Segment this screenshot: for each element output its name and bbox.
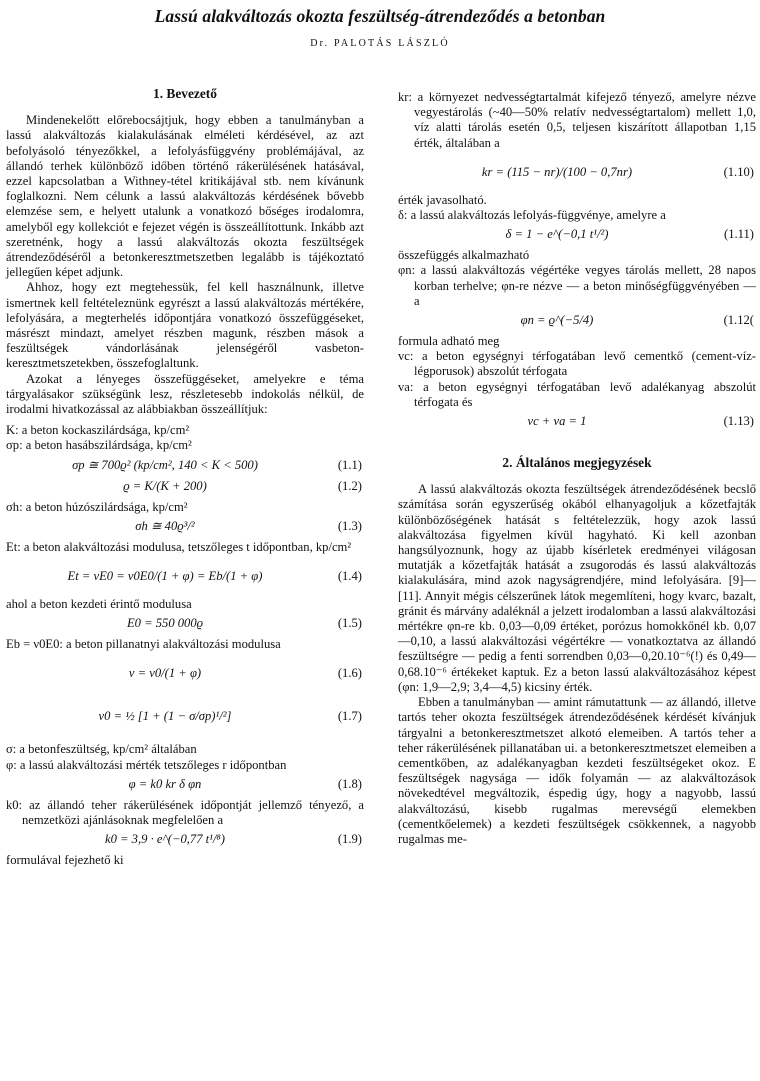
equation-formula: ν = ν0/(1 + φ) (128, 666, 202, 681)
equation-number: (1.2) (337, 478, 362, 493)
definition: va: a beton egységnyi térfogatában levő adalékanyag abszolút térfogata és (398, 379, 756, 409)
definition: összefüggés alkalmazható (398, 248, 530, 263)
paragraph: Ebben a tanulmányban — amint rámutattunk — az állandó, illetve tartós teher okozta feszültségek átrendeződésének kérdését kívánjuk tárgyalni a betonkeresztmetszet alkotó elemeiben. A tartós teher a teher rákerülésének pillanatában ui. a betonkeresztmetszet elemeiben a cementkőben, az adalékanyagban kezdeti feszültségeket okoz. E feszültségek nagysága — idők folyamán — az alakváltozások növekedtével megváltozik, éspedig úgy, hogy a nagyobb, lassú alakváltozású, kisebb rugalmas merevségű elemekben (cementkőelemek) a kezdeti feszültségek csökkennek, a nagyobb rugalmas me- (398, 695, 756, 846)
definition: vc: a beton egységnyi térfogatában levő cementkő (cement-víz-légporusok) abszolút térfogata (398, 349, 756, 379)
equation (6, 616, 364, 633)
definition: δ: a lassú alakváltozás lefolyás-függvénye, amelyre a (398, 208, 666, 223)
definition: Et: a beton alakváltozási modulusa, tetszőleges t időpontban, kp/cm² (6, 539, 352, 554)
equation-number: (1.11) (724, 227, 754, 242)
equation-formula: kr = (115 − nr)/(100 − 0,7nr) (481, 164, 633, 179)
definition: k0: az állandó teher rákerülésének időpontját jellemző tényező, a nemzetközi ajánlásoknak megfelelően a (6, 797, 364, 828)
equation (6, 777, 364, 794)
equation-number: (1.7) (337, 709, 362, 724)
paragraph: Ahhoz, hogy ezt megtehessük, fel kell használnunk, illetve ismertnek kell feltételeznünk egyrészt a lassú alakváltozás mértékére, lefolyására, a megterhelés időpontjára vonatkozó összefüggéseket, másrészt mindazt, amelyet részben magunk, részben mások a feszültségek vándorlásának jelenségéről vasbeton-keresztmetszetekben, összefoglaltunk. (6, 280, 364, 371)
equation (6, 832, 364, 849)
definition: formulával fejezhető ki (6, 853, 124, 868)
equation (6, 694, 364, 738)
definition: kr: a környezet nedvességtartalmát kifejező tényező, amelyre nézve vegyestárolás (~40—50% relatív nedvességtartalom) mellett 1,0, víz alatti tárolás esetén 0,5, teljesen kiszárított állapotban 1,15 érték, általában a (398, 90, 756, 150)
equation-formula: Et = νE0 = ν0E0/(1 + φ) = Eb/(1 + φ) (67, 569, 263, 584)
equation (6, 479, 364, 496)
author-line: Dr. PALOTÁS LÁSZLÓ (310, 38, 450, 49)
definition: σh: a beton húzószilárdsága, kp/cm² (6, 499, 188, 514)
definition: ahol a beton kezdeti érintő modulusa (6, 597, 192, 612)
definition: érték javasolható. (398, 192, 487, 207)
equation-formula: φn = ϱ^(−5/4) (520, 313, 594, 328)
paragraph: Mindenekelőtt előrebocsájtjuk, hogy ebben a tanulmányban a lassú alakváltozás kialakulásának elméleti kérdésével, az azt befolyásoló tényezőkkel, a lefolyásfüggvény problémájával, az állandó terhek különböző időben történő rákerülésének hatásával, ezzel kapcsolatban a Withney-tétel kritikájával stb. nem kívánunk foglalkozni. Nem célunk a lassú alakváltozás kérdésének bővebb elemzése sem, e helyett utalunk a vonatkozó bőséges irodalomra, amelyből egy kollekciót e fejezet végén is összeállítottunk. Inkább azt szeretnénk, hogy a lassú alakváltozás okozta feszültségek átrendeződéséről a betonkeresztmetszetben legalább is tájékoztató jellegűen képet adjunk. (6, 113, 364, 280)
equation-number: (1.12( (723, 313, 754, 328)
equation (398, 227, 756, 244)
equation-formula: ϱ = K/(K + 200) (123, 478, 207, 493)
definition: formula adható meg (398, 334, 500, 349)
equation-number: (1.4) (337, 569, 362, 584)
equation-formula: ν0 = ½ [1 + (1 − σ/σp)¹/²] (98, 709, 232, 724)
paper-title: Lassú alakváltozás okozta feszültség-átrendeződés a betonban (154, 6, 606, 26)
equation-number: (1.10) (723, 164, 754, 179)
equation-formula: φ = k0 kr δ φn (128, 776, 202, 791)
equation-formula: vc + va = 1 (527, 414, 587, 429)
equation-formula: E0 = 550 000ϱ (126, 616, 204, 631)
equation (6, 519, 364, 536)
section-heading-1: 1. Bevezető (153, 86, 217, 101)
section-heading-2: 2. Általános megjegyzések (502, 455, 652, 471)
equation-formula: δ = 1 − e^(−0,1 t¹/²) (505, 227, 609, 242)
right-column (398, 90, 756, 847)
equation-formula: σp ≅ 700ϱ² (kp/cm², 140 < K < 500) (72, 457, 258, 472)
equation-formula: σh ≅ 40ϱ³/² (135, 518, 195, 533)
equation (398, 313, 756, 330)
left-column (6, 82, 364, 869)
definition: K: a beton kockaszilárdsága, kp/cm² (6, 423, 190, 438)
equation-number: (1.13) (723, 414, 754, 429)
equation (6, 458, 364, 475)
definition: φ: a lassú alakváltozási mérték tetszőleges r időpontban (6, 757, 287, 772)
equation-number: (1.9) (337, 832, 362, 847)
paragraph: A lassú alakváltozás okozta feszültségek átrendeződésének becslő számítása során egyszerűség okából elhanyagoljuk a kőzetfajták különbözőségének hatását s feltételezzük, hogy azok lassú alakváltozása figyelmen kívül hagyható. Ki kell azonban hangsúlyoznunk, hogy az újabb kísérletek eredményei világosan mutatják a kőzetfajták hatását a zsugorodás és lassú alakváltozás kialakulására, mind azok nagyságrendjére, mind lefolyására. [9]—[11]. Annyit mégis célszerűnek látok megemlíteni, hogy kvarc, bazalt, gránit és márvány adaléknál a jelzett irodalomban a lassú alakváltozási mértékre φn-re kb. 0,03—0,09 értéket, porózus homokkőnél kb. 0,07—0,10, a lassú alakváltozási végértékre — vonatkoztatva az állandó feszültségre — pedig a fenti sorrendben 0,03—0,20.10⁻⁶(!) és 0,49—0,68.10⁻⁶ értékeket kaptuk. Ez a beton lassú alakváltozásához képest (φn: 1,9—2,9; 3,4—4,5) kicsiny érték. (398, 482, 756, 694)
equation-number: (1.5) (337, 616, 362, 631)
definition: σ: a betonfeszültség, kp/cm² általában (6, 742, 197, 757)
paragraph: Azokat a lényeges összefüggéseket, amelyekre e téma tárgyalásakor szükségünk lesz, részletesebb indokolás nélkül, de irodalmi hivatkozással az alábbiakban összeállítjuk: (6, 371, 364, 417)
equation-number: (1.6) (337, 666, 362, 681)
equation (398, 414, 756, 431)
equation-formula: k0 = 3,9 · e^(−0,77 t¹/⁸) (105, 832, 225, 847)
equation-number: (1.3) (337, 518, 362, 533)
definition: Eb = ν0E0: a beton pillanatnyi alakváltozási modulusa (6, 637, 281, 652)
equation-number: (1.8) (337, 776, 362, 791)
equation (6, 656, 364, 690)
equation (398, 155, 756, 189)
definition: φn: a lassú alakváltozás végértéke vegyes tárolás mellett, 28 napos korban terhelve; φn-re nézve — a beton minőségfüggvényében — a (398, 263, 756, 308)
equation-number: (1.1) (337, 457, 362, 472)
equation (6, 559, 364, 593)
definition: σp: a beton hasábszilárdsága, kp/cm² (6, 438, 192, 453)
